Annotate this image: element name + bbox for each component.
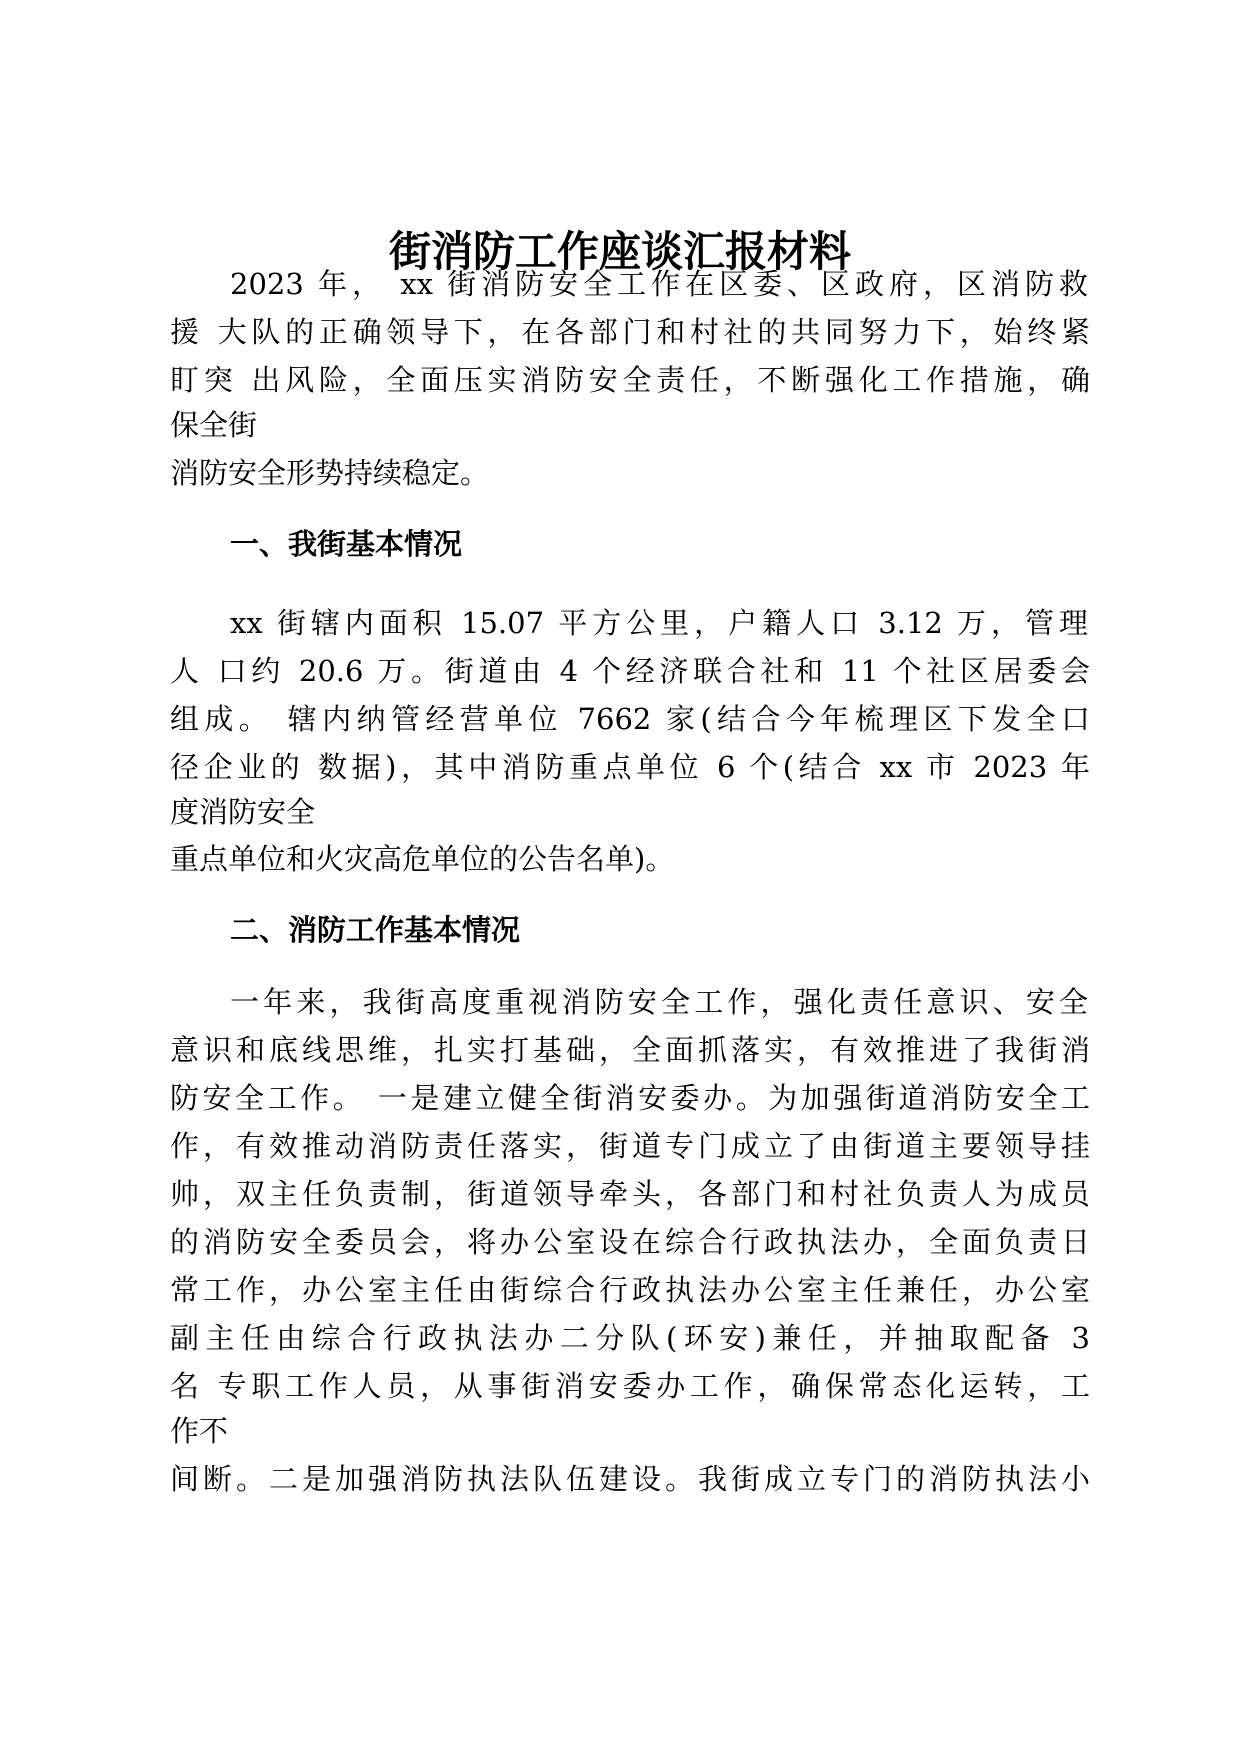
intro-line-1: 2023 年， xx 街消防安全工作在区委、区政府，区消防救 <box>230 267 1088 301</box>
section-1-line-6: 重点单位和火灾高危单位的公告名单)。 <box>170 842 675 876</box>
intro-line-4: 保全街 <box>170 408 258 442</box>
section-1-line-3: 组成。 辖内纳管经营单位 7662 家(结合今年梳理区下发全口 <box>170 702 1090 736</box>
intro-line-5: 消防安全形势持续稳定。 <box>170 456 490 490</box>
section-1-line-1: xx 街辖内面积 15.07 平方公里，户籍人口 3.12 万，管理 <box>230 606 1088 640</box>
section-2-line-4: 作，有效推动消防责任落实，街道专门成立了由街道主要领导挂 <box>170 1129 1090 1163</box>
document-title: 街消防工作座谈汇报材料 <box>388 227 851 276</box>
section-2-line-6: 的消防安全委员会，将办公室设在综合行政执法办，全面负责日 <box>170 1225 1090 1259</box>
section-1-heading: 一、我街基本情况 <box>230 527 463 561</box>
section-2-line-3: 防安全工作。 一是建立健全街消安委办。为加强街道消防安全工 <box>170 1081 1090 1115</box>
section-1-line-2: 人 口约 20.6 万。街道由 4 个经济联合社和 11 个社区居委会 <box>170 654 1090 688</box>
section-2-heading: 二、消防工作基本情况 <box>230 913 521 947</box>
intro-line-2: 援 大队的正确领导下，在各部门和村社的共同努力下，始终紧 <box>170 315 1090 349</box>
section-2-line-8: 副主任由综合行政执法办二分队(环安)兼任，并抽取配备 3 <box>170 1321 1090 1355</box>
section-2-line-7: 常工作，办公室主任由街综合行政执法办公室主任兼任，办公室 <box>170 1273 1090 1307</box>
section-2-line-5: 帅，双主任负责制，街道领导牵头，各部门和村社负责人为成员 <box>170 1177 1090 1211</box>
section-2-line-10: 作不 <box>170 1414 229 1448</box>
section-1-line-5: 度消防安全 <box>170 795 316 829</box>
section-2-line-11: 间断。二是加强消防执法队伍建设。我街成立专门的消防执法小 <box>170 1462 1090 1496</box>
intro-line-3: 盯突 出风险，全面压实消防安全责任，不断强化工作措施，确 <box>170 363 1090 397</box>
section-2-line-2: 意识和底线思维，扎实打基础，全面抓落实，有效推进了我街消 <box>170 1033 1090 1067</box>
section-2-line-1: 一年来，我街高度重视消防安全工作，强化责任意识、安全 <box>230 985 1088 1019</box>
section-1-line-4: 径企业的 数据)，其中消防重点单位 6 个(结合 xx 市 2023 年 <box>170 750 1090 784</box>
section-2-line-9: 名 专职工作人员，从事街消安委办工作，确保常态化运转，工 <box>170 1369 1090 1403</box>
